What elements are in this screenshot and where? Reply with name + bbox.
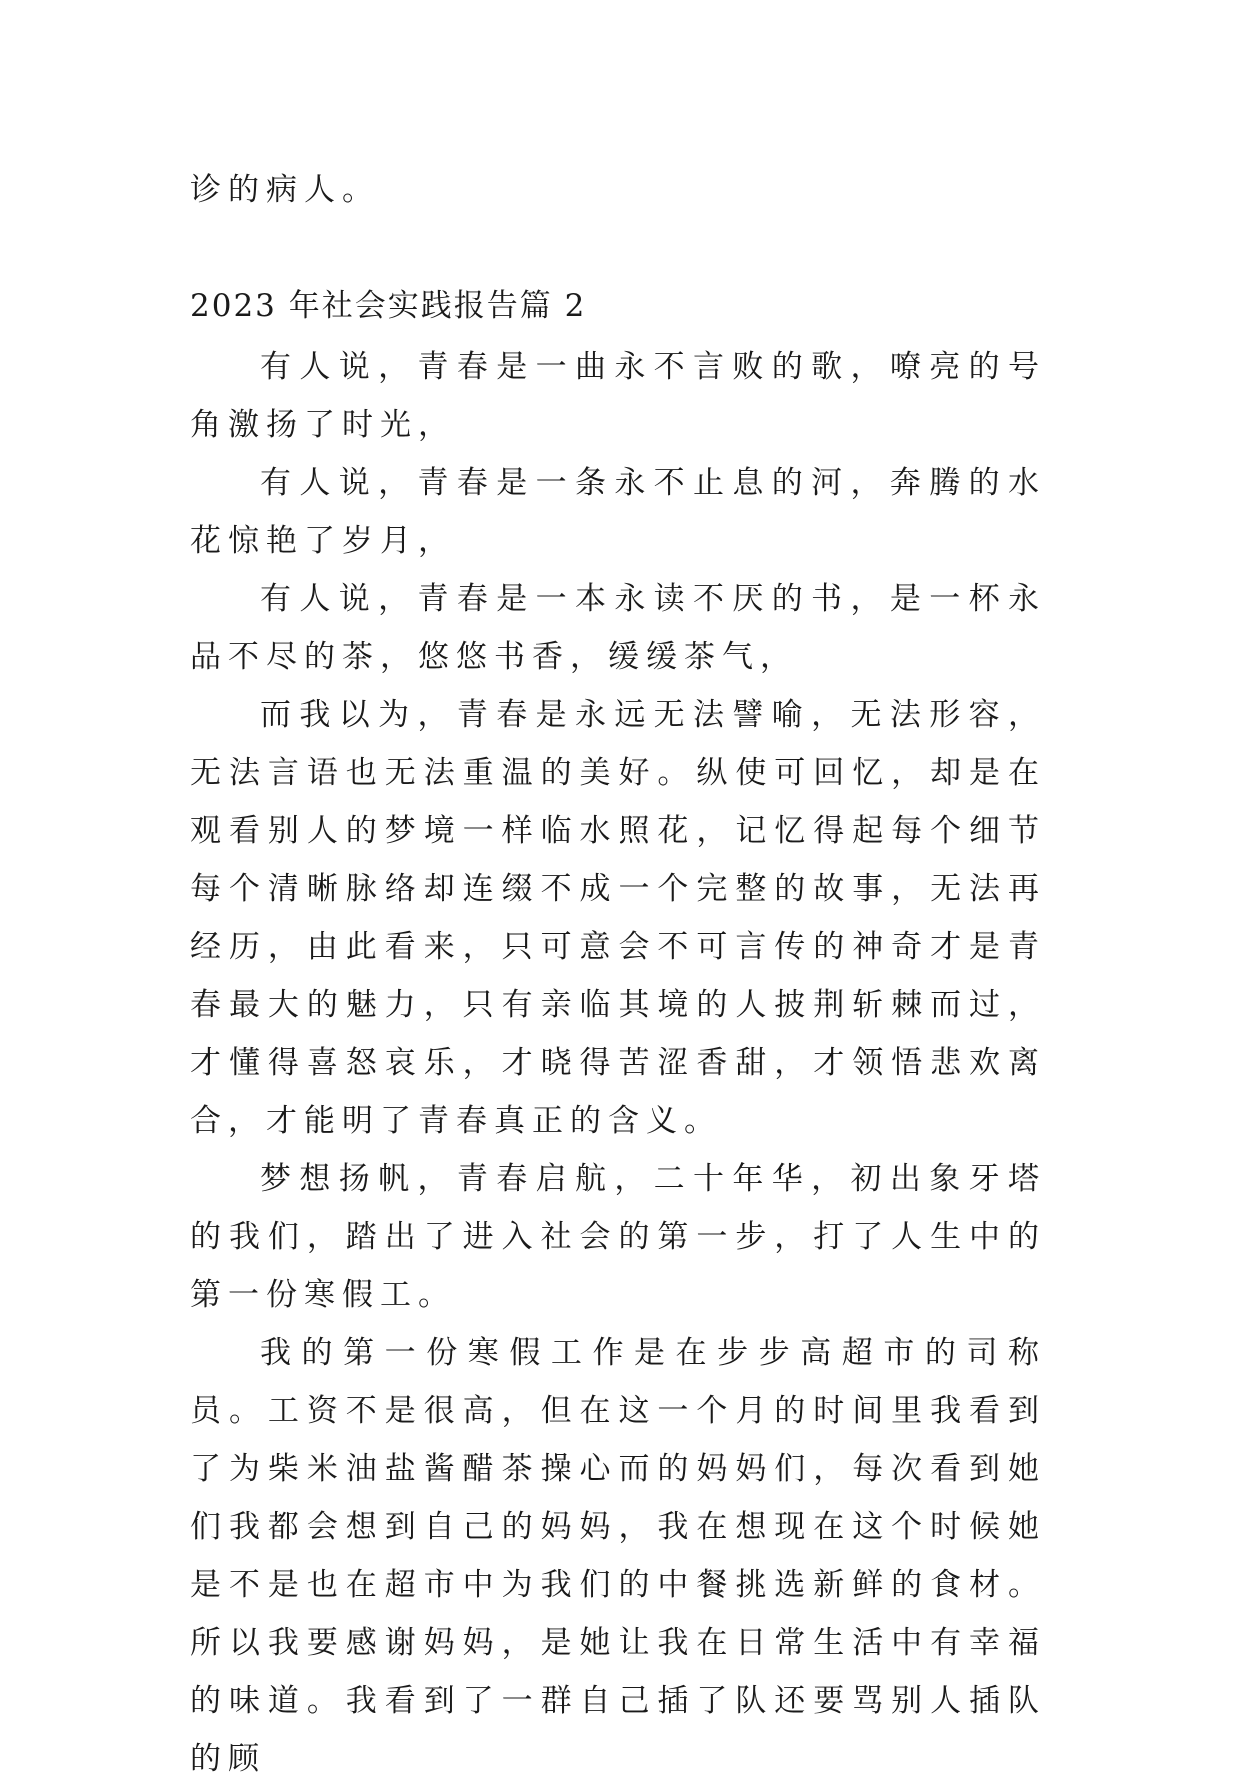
paragraph: 而我以为，青春是永远无法譬喻，无法形容，无法言语也无法重温的美好。纵使可回忆，却是在观看别人的梦境一样临水照花，记忆得起每个细节每个清晰脉络却连缀不成一个完整的故事，无法再经历，由此看来，只可意会不可言传的神奇才是青春最大的魅力，只有亲临其境的人披荆斩棘而过，才懂得喜怒哀乐，才晓得苦涩香甜，才领悟悲欢离合，才能明了青春真正的含义。 — [190, 697, 1046, 1139]
section-heading: 2023 年社会实践报告篇 2 — [190, 288, 587, 324]
paragraph: 有人说，青春是一曲永不言败的歌，嘹亮的号角激扬了时光， — [190, 349, 1046, 443]
paragraph: 有人说，青春是一条永不止息的河，奔腾的水花惊艳了岁月， — [190, 465, 1046, 559]
continued-text: 诊的病人。 — [190, 172, 380, 208]
paragraph: 我的第一份寒假工作是在步步高超市的司称员。工资不是很高，但在这一个月的时间里我看到了为柴米油盐酱醋茶操心而的妈妈们，每次看到她们我都会想到自己的妈妈，我在想现在这个时候她是不是也在超市中为我们的中餐挑选新鲜的食材。所以我要感谢妈妈，是她让我在日常生活中有幸福的味道。我看到了一群自己插了队还要骂别人插队的顾 — [190, 1335, 1046, 1777]
paragraph: 有人说，青春是一本永读不厌的书，是一杯永品不尽的茶，悠悠书香，缓缓茶气， — [190, 581, 1046, 675]
paragraph: 梦想扬帆，青春启航，二十年华，初出象牙塔的我们，踏出了进入社会的第一步，打了人生中的第一份寒假工。 — [190, 1161, 1046, 1313]
body-paragraphs — [190, 338, 1046, 1788]
